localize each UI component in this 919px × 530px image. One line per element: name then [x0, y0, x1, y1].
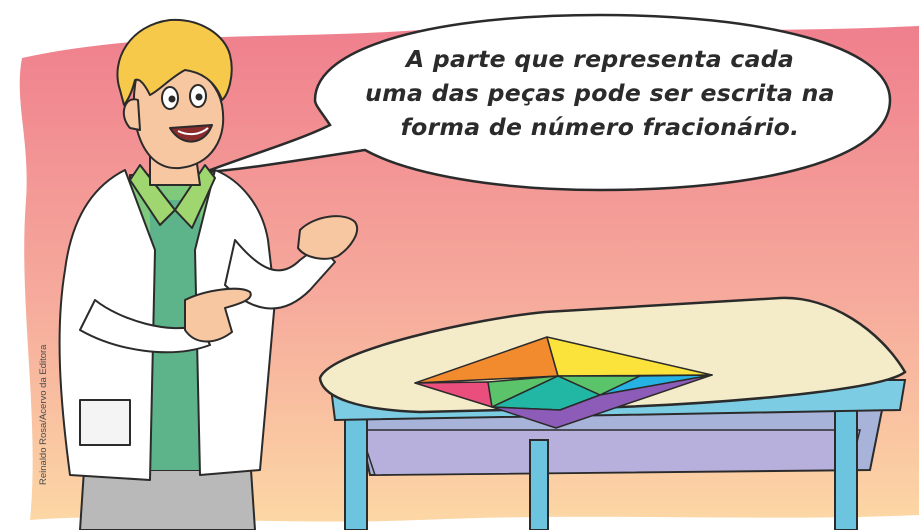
image-credit: Reinaldo Rosa/Acervo da Editora — [38, 344, 49, 485]
table-leg-right — [835, 395, 857, 530]
speech-line-1: A parte que representa cada — [405, 45, 795, 73]
table-leg-mid — [530, 440, 548, 530]
speech-text — [330, 42, 870, 144]
speech-line-2: uma das peças pode ser escrita na — [365, 79, 835, 107]
coat-pocket — [80, 400, 130, 445]
speech-line-3: forma de número fracionário. — [400, 113, 800, 141]
table-shelf — [360, 430, 860, 475]
